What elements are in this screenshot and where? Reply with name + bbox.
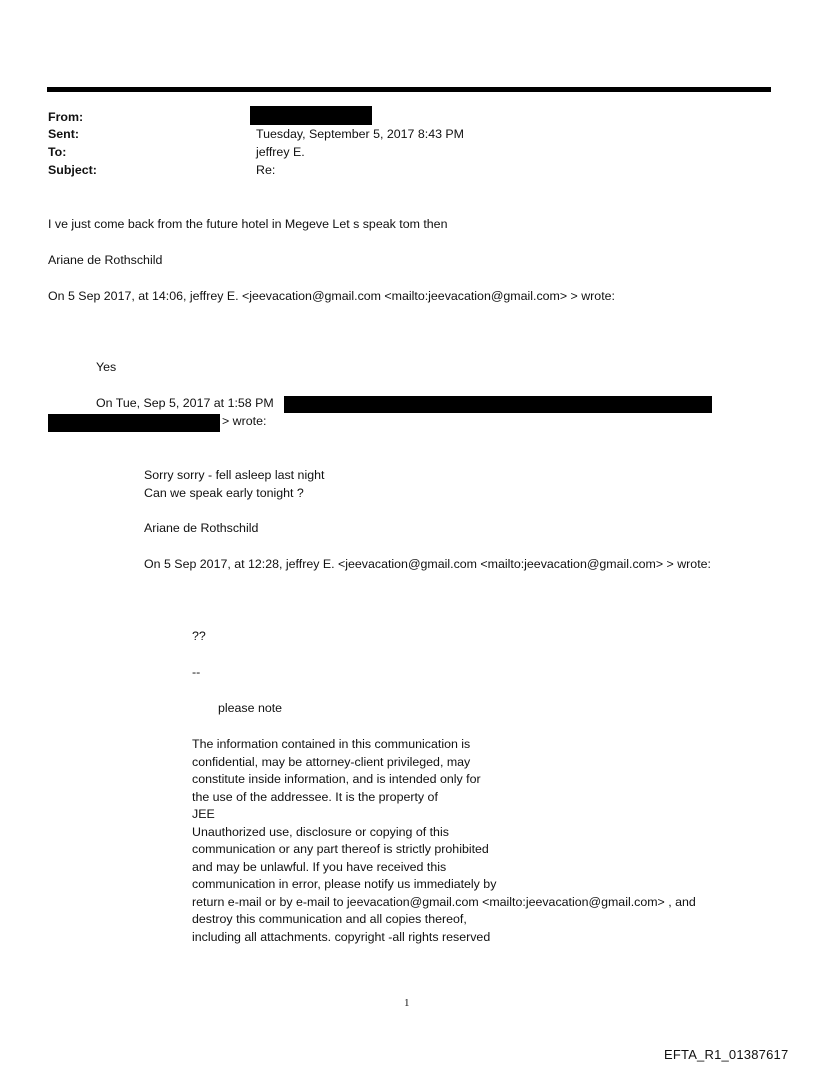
- disclaimer-line: destroy this communication and all copies thereof,: [192, 912, 467, 926]
- disclaimer-line: the use of the addressee. It is the property of: [192, 789, 438, 804]
- quote3-body: ??: [192, 629, 206, 643]
- sent-label: Sent:: [48, 127, 79, 141]
- disclaimer-line: confidential, may be attorney-client privileged, may: [192, 754, 471, 769]
- to-value: jeffrey E.: [256, 145, 305, 159]
- sent-value: Tuesday, September 5, 2017 8:43 PM: [256, 127, 465, 141]
- document-id: EFTA_R1_01387617: [664, 1047, 789, 1062]
- disclaimer-line: including all attachments. copyright -all rights reserved: [192, 929, 491, 944]
- quote1-sender-redaction: [284, 396, 712, 413]
- to-label: To:: [48, 145, 67, 159]
- quote2-signature: Ariane de Rothschild: [144, 521, 259, 535]
- subject-value: Re:: [256, 163, 276, 177]
- quote2-line-1: Sorry sorry - fell asleep last night: [144, 468, 325, 482]
- reply-body: I ve just come back from the future hotel in Megeve Let s speak tom then: [48, 217, 448, 231]
- please-note: please note: [218, 701, 283, 715]
- quote2-line-2: Can we speak early tonight ?: [144, 486, 304, 500]
- quote1-attribution-start: On Tue, Sep 5, 2017 at 1:58 PM: [96, 396, 274, 410]
- reply-signature: Ariane de Rothschild: [48, 253, 163, 267]
- disclaimer-line: The information contained in this communication is: [192, 737, 471, 751]
- quote1-sender-redaction-2: [48, 414, 220, 432]
- header-rule: [47, 87, 771, 92]
- disclaimer-line: and may be unlawful. If you have received this: [192, 859, 447, 874]
- disclaimer-line: communication in error, please notify us immediately by: [192, 877, 497, 891]
- quote1-body: Yes: [96, 360, 117, 374]
- disclaimer-line: communication or any part thereof is strictly prohibited: [192, 842, 489, 856]
- disclaimer-line: constitute inside information, and is intended only for: [192, 772, 481, 786]
- reply-attribution: On 5 Sep 2017, at 14:06, jeffrey E. <jeevacation@gmail.com <mailto:jeevacation@gmail.com> > wrote:: [48, 289, 615, 303]
- signature-separator: --: [192, 665, 201, 679]
- from-label: From:: [48, 110, 84, 124]
- disclaimer-line: Unauthorized use, disclosure or copying of this: [192, 824, 449, 839]
- disclaimer-block: [192, 736, 696, 946]
- subject-label: Subject:: [48, 163, 97, 177]
- page-number: 1: [404, 997, 410, 1009]
- quote2-attribution: On 5 Sep 2017, at 12:28, jeffrey E. <jeevacation@gmail.com <mailto:jeevacation@gmail.com> > wrote:: [144, 557, 711, 571]
- disclaimer-line: return e-mail or by e-mail to jeevacation@gmail.com <mailto:jeevacation@gmail.com> , and: [192, 894, 696, 909]
- disclaimer-line: JEE: [192, 807, 215, 821]
- quote1-attribution-end: > wrote:: [222, 414, 267, 428]
- from-redaction: [250, 106, 372, 125]
